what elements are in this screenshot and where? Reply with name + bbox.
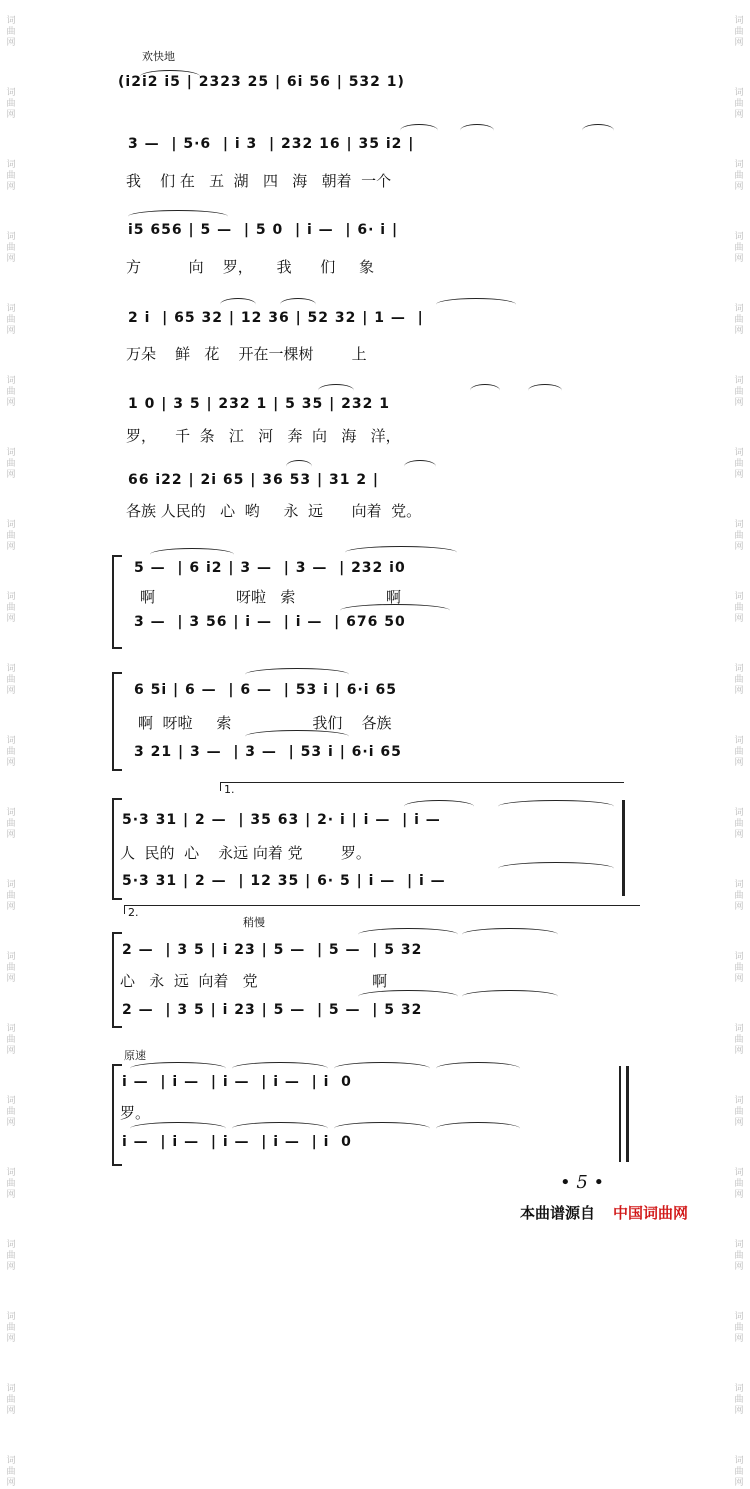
watermark: 词 曲 网 xyxy=(6,736,16,768)
slur-arc xyxy=(400,124,438,137)
system-3-lyrics: 万朵 鲜 花 开在一棵树 上 xyxy=(126,345,367,363)
tie-arc xyxy=(130,1062,226,1075)
tie-arc xyxy=(150,548,234,561)
watermark: 词 曲 网 xyxy=(734,1168,744,1200)
watermark: 词 曲 网 xyxy=(734,880,744,912)
system-2-notes: i5 656 | 5 — | 5 0 | i — | 6· i | xyxy=(128,222,399,238)
tempo-mark-slow: 稍慢 xyxy=(243,916,265,929)
watermark: 词 曲 网 xyxy=(734,376,744,408)
slur-arc xyxy=(220,298,256,311)
system-10-upper: i — | i — | i — | i — | i 0 xyxy=(122,1074,352,1090)
watermark: 词 曲 网 xyxy=(6,304,16,336)
watermark: 词 曲 网 xyxy=(734,808,744,840)
source-label: 本曲谱源自 xyxy=(520,1204,596,1222)
system-brace xyxy=(112,672,122,771)
watermark: 词 曲 网 xyxy=(6,88,16,120)
tie-arc xyxy=(334,1122,430,1135)
watermark: 词 曲 网 xyxy=(6,16,16,48)
watermark: 词 曲 网 xyxy=(6,376,16,408)
watermark: 词 曲 网 xyxy=(6,1384,16,1416)
slur-arc xyxy=(128,210,228,223)
slur-arc xyxy=(582,124,614,137)
watermark: 词 曲 网 xyxy=(734,88,744,120)
system-1-lyrics: 我 们 在 五 湖 四 海 朝着 一个 xyxy=(126,172,392,190)
slur-arc xyxy=(318,384,354,397)
system-9-lyrics: 心 永 远 向着 党 啊 xyxy=(120,972,388,990)
system-2-lyrics: 方 向 罗， 我 们 象 xyxy=(126,258,375,276)
watermark: 词 曲 网 xyxy=(6,808,16,840)
system-10-lyrics: 罗。 xyxy=(120,1104,151,1122)
tie-arc xyxy=(358,990,458,1003)
tie-arc xyxy=(345,546,457,559)
watermark: 词 曲 网 xyxy=(6,1168,16,1200)
tie-arc xyxy=(462,990,558,1003)
tie-arc xyxy=(140,70,200,83)
watermark: 词 曲 网 xyxy=(734,1240,744,1272)
system-9-lower: 2 — | 3 5 | i 23 | 5 — | 5 — | 5 32 xyxy=(122,1002,423,1018)
system-6-lyrics: 啊 呀啦 索 啊 xyxy=(140,588,401,606)
tie-arc xyxy=(436,1122,520,1135)
watermark: 词 曲 网 xyxy=(734,1096,744,1128)
intro-line: (i2i2 i5 | 2323 25 | 6i 56 | 532 1) xyxy=(118,74,405,90)
tie-arc xyxy=(404,800,474,813)
tie-arc xyxy=(340,604,450,617)
tie-arc xyxy=(232,1062,328,1075)
watermark: 词 曲 网 xyxy=(6,952,16,984)
watermark: 词 曲 网 xyxy=(6,1312,16,1344)
slur-arc xyxy=(280,298,316,311)
final-barline-thin xyxy=(619,1066,621,1162)
system-9-upper: 2 — | 3 5 | i 23 | 5 — | 5 — | 5 32 xyxy=(122,942,423,958)
site-link[interactable]: 中国词曲网 xyxy=(613,1204,689,1222)
repeat-barline xyxy=(622,800,625,896)
watermark: 词 曲 网 xyxy=(734,664,744,696)
watermark: 词 曲 网 xyxy=(6,520,16,552)
slur-arc xyxy=(286,460,312,473)
tie-arc xyxy=(498,800,614,813)
watermark: 词 曲 网 xyxy=(6,448,16,480)
watermark: 词 曲 网 xyxy=(6,664,16,696)
watermark: 词 曲 网 xyxy=(6,232,16,264)
system-4-notes: 1 0 | 3 5 | 232 1 | 5 35 | 232 1 xyxy=(128,396,390,412)
tie-arc xyxy=(498,862,614,875)
source-footer xyxy=(520,1202,688,1223)
watermark: 词 曲 网 xyxy=(734,1024,744,1056)
volta-second: 2. xyxy=(124,905,640,914)
slur-arc xyxy=(460,124,494,137)
watermark: 词 曲 网 xyxy=(6,1024,16,1056)
watermark: 词 曲 网 xyxy=(6,1456,16,1488)
watermark: 词 曲 网 xyxy=(734,304,744,336)
system-6-upper: 5 — | 6 i2 | 3 — | 3 — | 232 i0 xyxy=(134,560,406,576)
tie-arc xyxy=(436,1062,520,1075)
slur-arc xyxy=(436,298,516,311)
system-8-lyrics: 人 民的 心 永远 向着 党 罗。 xyxy=(120,844,371,862)
tie-arc xyxy=(462,928,558,941)
tempo-mark-original: 原速 xyxy=(124,1049,146,1062)
tie-arc xyxy=(130,1122,226,1135)
system-4-lyrics: 罗， 千 条 江 河 奔 向 海 洋， xyxy=(126,427,401,445)
watermark: 词 曲 网 xyxy=(734,1456,744,1488)
system-3-notes: 2 i | 65 32 | 12 36 | 52 32 | 1 — | xyxy=(128,310,424,326)
page-number: • 5 • xyxy=(560,1172,605,1193)
system-5-notes: 66 i22 | 2i 65 | 36 53 | 31 2 | xyxy=(128,472,380,488)
tempo-mark-start: 欢快地 xyxy=(142,50,175,63)
watermark: 词 曲 网 xyxy=(6,1240,16,1272)
system-8-upper: 5·3 31 | 2 — | 35 63 | 2· i | i — | i — xyxy=(122,812,441,828)
watermark: 词 曲 网 xyxy=(6,880,16,912)
system-10-lower: i — | i — | i — | i — | i 0 xyxy=(122,1134,352,1150)
watermark: 词 曲 网 xyxy=(734,448,744,480)
system-5-lyrics: 各族 人民的 心 哟 永 远 向着 党。 xyxy=(126,502,422,520)
watermark: 词 曲 网 xyxy=(6,1096,16,1128)
final-barline xyxy=(626,1066,629,1162)
watermark: 词 曲 网 xyxy=(734,1312,744,1344)
system-7-lower: 3 21 | 3 — | 3 — | 53 i | 6·i 65 xyxy=(134,744,402,760)
watermark: 词 曲 网 xyxy=(734,232,744,264)
watermark: 词 曲 网 xyxy=(734,160,744,192)
watermark: 词 曲 网 xyxy=(734,952,744,984)
right-watermark-strip xyxy=(730,0,748,1488)
system-brace xyxy=(112,555,122,649)
watermark: 词 曲 网 xyxy=(6,592,16,624)
system-7-lyrics: 啊 呀啦 索 我们 各族 xyxy=(138,714,392,732)
watermark: 词 曲 网 xyxy=(734,1384,744,1416)
watermark: 词 曲 网 xyxy=(734,736,744,768)
watermark: 词 曲 网 xyxy=(734,16,744,48)
left-watermark-strip xyxy=(2,0,20,1488)
tie-arc xyxy=(334,1062,430,1075)
slur-arc xyxy=(404,460,436,473)
system-1-notes: 3 — | 5·6 | i 3 | 232 16 | 35 i2 | xyxy=(128,136,415,152)
tie-arc xyxy=(358,928,458,941)
tie-arc xyxy=(232,1122,328,1135)
watermark: 词 曲 网 xyxy=(6,160,16,192)
system-8-lower: 5·3 31 | 2 — | 12 35 | 6· 5 | i — | i — xyxy=(122,873,446,889)
slur-arc xyxy=(470,384,500,397)
watermark: 词 曲 网 xyxy=(734,592,744,624)
slur-arc xyxy=(528,384,562,397)
system-6-lower: 3 — | 3 56 | i — | i — | 676 50 xyxy=(134,614,406,630)
watermark: 词 曲 网 xyxy=(734,520,744,552)
tie-arc xyxy=(245,730,349,743)
volta-first: 1. xyxy=(220,782,624,791)
system-7-upper: 6 5i | 6 — | 6 — | 53 i | 6·i 65 xyxy=(134,682,397,698)
tie-arc xyxy=(245,668,349,681)
